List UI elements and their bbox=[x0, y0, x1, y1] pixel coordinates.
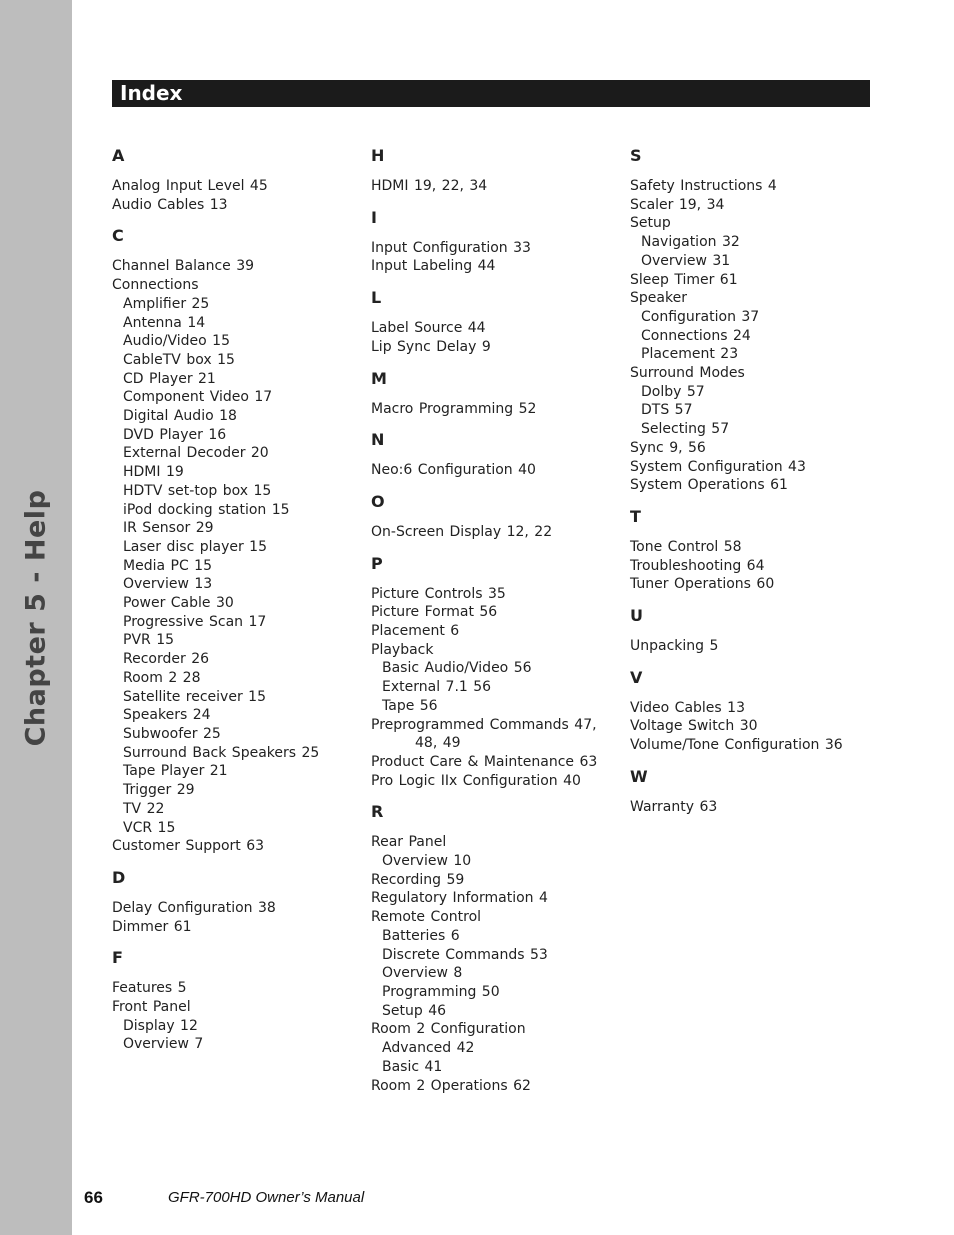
index-subentry: DVD Player 16 bbox=[123, 426, 227, 443]
index-entry: Label Source 44 bbox=[371, 320, 486, 337]
section-entries bbox=[371, 461, 611, 480]
index-subentry: Power Cable 30 bbox=[123, 595, 234, 612]
page-title: Index bbox=[120, 81, 183, 105]
index-subentry: HDTV set-top box 15 bbox=[123, 482, 272, 499]
index-column-3 bbox=[630, 144, 870, 817]
index-subentry: Navigation 32 bbox=[641, 234, 740, 251]
index-section-t bbox=[630, 505, 870, 594]
page-number: 66 bbox=[84, 1188, 103, 1207]
section-entries bbox=[371, 400, 611, 419]
index-entry: Unpacking 5 bbox=[630, 638, 719, 655]
index-column-1 bbox=[112, 144, 352, 1054]
index-entry: Customer Support 63 bbox=[112, 838, 265, 855]
index-subentry: Basic 41 bbox=[382, 1058, 443, 1075]
index-subentry: Component Video 17 bbox=[123, 389, 273, 406]
section-letter: V bbox=[630, 667, 643, 687]
index-entry: Room 2 Configuration bbox=[371, 1021, 526, 1038]
index-subentry: Selecting 57 bbox=[641, 421, 730, 438]
index-entry: System Operations 61 bbox=[630, 477, 788, 494]
index-entry: Warranty 63 bbox=[630, 798, 718, 815]
section-entries bbox=[630, 699, 870, 755]
section-letter: F bbox=[112, 948, 123, 968]
index-subentry: Batteries 6 bbox=[382, 927, 460, 944]
index-subentry: Trigger 29 bbox=[123, 782, 195, 799]
index-entry: Input Labeling 44 bbox=[371, 258, 496, 275]
index-section-p bbox=[371, 552, 611, 791]
section-letter: P bbox=[371, 553, 383, 573]
index-section-c bbox=[112, 224, 352, 856]
index-section-u bbox=[630, 604, 870, 656]
index-subentry: Subwoofer 25 bbox=[123, 725, 221, 742]
index-subentry: Antenna 14 bbox=[123, 314, 206, 331]
index-entry: Troubleshooting 64 bbox=[630, 557, 765, 574]
index-subentry: Tape 56 bbox=[382, 697, 438, 714]
index-subentry: Speakers 24 bbox=[123, 707, 211, 724]
index-column-2 bbox=[371, 144, 611, 1095]
index-subentry: CD Player 21 bbox=[123, 370, 216, 387]
index-section-w bbox=[630, 765, 870, 817]
index-entry: Safety Instructions 4 bbox=[630, 178, 777, 194]
index-entry: Front Panel bbox=[112, 999, 191, 1016]
section-entries bbox=[112, 177, 352, 214]
index-section-s bbox=[630, 144, 870, 495]
index-subentry: Room 2 28 bbox=[123, 669, 201, 686]
section-letter: H bbox=[371, 146, 385, 165]
index-entry: Voltage Switch 30 bbox=[630, 718, 758, 735]
index-entry: Pro Logic IIx Configuration 40 bbox=[371, 772, 581, 789]
index-entry: Connections bbox=[112, 277, 199, 294]
index-entry: Regulatory Information 4 bbox=[371, 890, 548, 907]
index-subentry: Audio/Video 15 bbox=[123, 333, 230, 350]
index-entry: Volume/Tone Configuration 36 bbox=[630, 737, 843, 754]
index-entry: Product Care & Maintenance 63 bbox=[371, 753, 598, 770]
index-entry: Delay Configuration 38 bbox=[112, 899, 276, 916]
index-entry: Lip Sync Delay 9 bbox=[371, 338, 491, 355]
section-entries bbox=[371, 523, 611, 542]
index-subentry: iPod docking station 15 bbox=[123, 501, 290, 518]
index-entry: Dimmer 61 bbox=[112, 918, 192, 935]
index-section-a bbox=[112, 144, 352, 214]
index-subentry: PVR 15 bbox=[123, 632, 175, 649]
index-section-l bbox=[371, 286, 611, 356]
index-header bbox=[112, 80, 870, 107]
index-subentry: Tape Player 21 bbox=[123, 763, 228, 780]
section-letter: W bbox=[630, 766, 648, 786]
index-entry: 48, 49 bbox=[415, 735, 461, 752]
index-subentry: HDMI 19 bbox=[123, 464, 184, 481]
index-entry: Channel Balance 39 bbox=[112, 258, 255, 275]
index-entry: Picture Format 56 bbox=[371, 604, 498, 621]
index-section-r bbox=[371, 800, 611, 1095]
section-letter: U bbox=[630, 606, 643, 626]
section-letter: M bbox=[371, 368, 387, 388]
section-letter: S bbox=[630, 146, 642, 165]
index-subentry: IR Sensor 29 bbox=[123, 520, 214, 537]
index-subentry: Placement 23 bbox=[641, 346, 739, 363]
index-subentry: Programming 50 bbox=[382, 983, 500, 1000]
index-entry: Tuner Operations 60 bbox=[630, 576, 775, 593]
index-subentry: Overview 10 bbox=[382, 853, 472, 870]
index-section-m bbox=[371, 367, 611, 419]
section-entries bbox=[112, 979, 352, 1054]
index-subentry: CableTV box 15 bbox=[123, 351, 235, 368]
index-entry: Video Cables 13 bbox=[630, 699, 745, 716]
index-subentry: Media PC 15 bbox=[123, 557, 212, 574]
section-letter: D bbox=[112, 867, 126, 887]
section-letter: A bbox=[112, 146, 125, 165]
index-entry: Neo:6 Configuration 40 bbox=[371, 462, 536, 479]
index-entry: Tone Control 58 bbox=[630, 538, 742, 555]
index-subentry: Discrete Commands 53 bbox=[382, 946, 548, 963]
index-subentry: VCR 15 bbox=[123, 819, 176, 836]
index-section-o bbox=[371, 490, 611, 542]
section-letter: C bbox=[112, 226, 124, 246]
index-subentry: Progressive Scan 17 bbox=[123, 613, 267, 630]
index-entry: Placement 6 bbox=[371, 623, 460, 640]
index-section-v bbox=[630, 666, 870, 755]
section-letter: L bbox=[371, 288, 382, 308]
index-entry: Sleep Timer 61 bbox=[630, 271, 738, 288]
index-entry: System Configuration 43 bbox=[630, 458, 806, 475]
section-entries bbox=[630, 637, 870, 656]
section-entries bbox=[371, 585, 611, 791]
index-section-i bbox=[371, 206, 611, 276]
index-subentry: Recorder 26 bbox=[123, 651, 210, 668]
section-letter: T bbox=[630, 506, 641, 526]
index-subentry: Overview 31 bbox=[641, 252, 731, 269]
index-section-f bbox=[112, 946, 352, 1054]
section-entries bbox=[630, 798, 870, 817]
index-entry: Analog Input Level 45 bbox=[112, 178, 268, 194]
index-section-h bbox=[371, 144, 611, 196]
section-entries bbox=[371, 833, 611, 1095]
index-entry: On-Screen Display 12, 22 bbox=[371, 523, 553, 540]
section-entries bbox=[112, 257, 352, 856]
index-entry: Audio Cables 13 bbox=[112, 196, 228, 213]
index-subentry: Configuration 37 bbox=[641, 308, 760, 325]
index-subentry: Overview 7 bbox=[123, 1036, 204, 1053]
index-entry: Surround Modes bbox=[630, 365, 745, 382]
index-entry: Rear Panel bbox=[371, 834, 447, 851]
chapter-side-tab bbox=[0, 0, 72, 1235]
index-entry: Remote Control bbox=[371, 909, 482, 926]
index-entry: Room 2 Operations 62 bbox=[371, 1077, 531, 1094]
index-subentry: External 7.1 56 bbox=[382, 679, 492, 696]
section-entries bbox=[371, 177, 611, 196]
index-entry: Input Configuration 33 bbox=[371, 239, 531, 256]
index-section-n bbox=[371, 428, 611, 480]
manual-title: GFR-700HD Owner’s Manual bbox=[168, 1189, 365, 1206]
section-letter: O bbox=[371, 491, 385, 511]
section-entries bbox=[371, 319, 611, 356]
index-entry: Playback bbox=[371, 641, 434, 658]
index-entry: Speaker bbox=[630, 290, 687, 307]
index-entry: Scaler 19, 34 bbox=[630, 196, 725, 213]
index-subentry: Connections 24 bbox=[641, 327, 751, 344]
index-subentry: Overview 13 bbox=[123, 576, 213, 593]
index-entry: Features 5 bbox=[112, 980, 187, 997]
index-subentry: Amplifier 25 bbox=[123, 295, 210, 312]
index-subentry: Advanced 42 bbox=[382, 1040, 475, 1057]
index-subentry: Overview 8 bbox=[382, 965, 463, 982]
index-entry: Macro Programming 52 bbox=[371, 400, 537, 417]
index-subentry: TV 22 bbox=[123, 800, 165, 817]
index-entry: Setup bbox=[630, 215, 671, 232]
index-entry: Preprogrammed Commands 47, bbox=[371, 716, 597, 733]
index-entry: HDMI 19, 22, 34 bbox=[371, 178, 488, 194]
section-entries bbox=[112, 899, 352, 936]
index-section-d bbox=[112, 866, 352, 936]
index-subentry: Dolby 57 bbox=[641, 383, 705, 400]
section-entries bbox=[371, 239, 611, 276]
index-subentry: External Decoder 20 bbox=[123, 445, 269, 462]
index-entry: Sync 9, 56 bbox=[630, 439, 706, 456]
index-subentry: DTS 57 bbox=[641, 402, 693, 419]
section-letter: R bbox=[371, 802, 384, 822]
section-entries bbox=[630, 538, 870, 594]
index-subentry: Satellite receiver 15 bbox=[123, 688, 266, 705]
index-subentry: Display 12 bbox=[123, 1017, 198, 1034]
index-subentry: Setup 46 bbox=[382, 1002, 447, 1019]
index-subentry: Laser disc player 15 bbox=[123, 538, 267, 555]
section-entries bbox=[630, 177, 870, 495]
index-subentry: Surround Back Speakers 25 bbox=[123, 744, 320, 761]
index-subentry: Digital Audio 18 bbox=[123, 408, 237, 425]
section-letter: N bbox=[371, 430, 385, 450]
index-subentry: Basic Audio/Video 56 bbox=[382, 660, 532, 677]
section-letter: I bbox=[371, 207, 377, 227]
chapter-title: Chapter 5 - Help bbox=[20, 489, 52, 747]
index-entry: Recording 59 bbox=[371, 871, 465, 888]
index-entry: Picture Controls 35 bbox=[371, 585, 506, 602]
